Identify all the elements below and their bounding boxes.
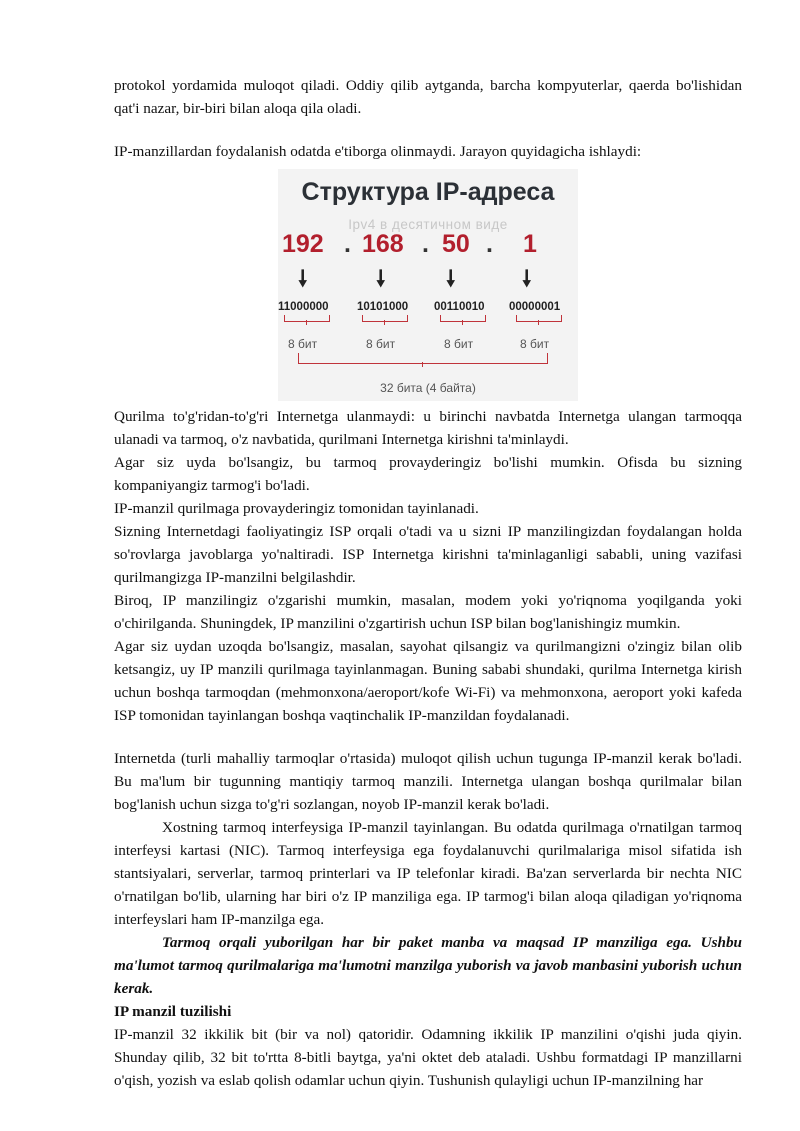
arrow-down-icon: 🠗	[522, 266, 532, 291]
octet-bracket	[516, 315, 562, 322]
emphasis-paragraph: Tarmoq orqali yuborilgan har bir paket manba va maqsad IP manziliga ega. Ushbu ma'lumot tarmoq qurilmalariga ma'lumotni manzilga yuborish va javob manbasini yuborish uchun kerak.	[114, 934, 742, 997]
bits-label: 8 бит	[366, 337, 396, 351]
paragraph: IP-manzil qurilmaga provayderingiz tomonidan tayinlanadi.	[114, 500, 479, 517]
figure-subtitle: Ipv4 в десятичном виде	[348, 217, 508, 232]
paragraph: Xostning tarmoq interfeysiga IP-manzil tayinlangan. Bu odatda qurilmaga o'rnatilgan tarmoq interfeysi kartasi (NIC). Tarmoq interfeysiga ega foydalanuvchi qurilmalariga misol sifatida ish stantsiyalari, serverlar, tarmoq printerlari va IP telefonlar kiradi. Ba'zan serverlarda bir nechta NIC o'rnatilgan bo'lib, ularning har biri o'z IP manziliga ega. IP tarmog'i bilan aloqa qiladigan yo'riqnoma interfeyslari ham IP-manzilga ega.	[114, 819, 742, 928]
bracket-tick	[306, 320, 307, 325]
octet-bracket	[362, 315, 408, 322]
bracket-tick	[422, 362, 423, 367]
binary-octet-1: 11000000	[278, 301, 329, 313]
bits-label: 8 бит	[520, 337, 550, 351]
octet-2: 168	[362, 230, 404, 258]
bracket-tick	[384, 320, 385, 325]
binary-octet-2: 10101000	[357, 301, 409, 313]
section-heading: IP manzil tuzilishi	[114, 1003, 232, 1020]
paragraph: protokol yordamida muloqot qiladi. Oddiy qilib aytganda, barcha kompyuterlar, qaerda bo'lishidan qat'i nazar, bir-biri bilan aloqa qila oladi.	[114, 77, 742, 117]
octet-1: 192	[282, 230, 324, 258]
octet-separator: .	[486, 230, 493, 258]
total-bits-label: 32 бита (4 байта)	[380, 381, 476, 395]
arrow-down-icon: 🠗	[376, 266, 386, 291]
octet-separator: .	[344, 230, 351, 258]
paragraph: Qurilma to'g'ridan-to'g'ri Internetga ulanmaydi: u birinchi navbatda Internetga ulangan tarmoqqa ulanadi va tarmoq, o'z navbatida, qurilmani Internetga kirishni ta'minlaydi.	[114, 408, 742, 448]
total-bracket	[298, 353, 548, 364]
octet-bracket	[440, 315, 486, 322]
octet-bracket	[284, 315, 330, 322]
binary-octet-3: 00110010	[434, 301, 485, 313]
figure-title: Структура IP-адреса	[301, 178, 555, 206]
bits-label: 8 бит	[444, 337, 474, 351]
paragraph: Agar siz uyda bo'lsangiz, bu tarmoq provayderingiz bo'lishi mumkin. Ofisda bu sizning kompaniyangiz tarmog'i bo'ladi.	[114, 454, 742, 494]
binary-octet-4: 00000001	[509, 301, 561, 313]
octet-3: 50	[442, 230, 470, 258]
paragraph: IP-manzillardan foydalanish odatda e'tiborga olinmaydi. Jarayon quyidagicha ishlaydi:	[114, 143, 642, 160]
arrow-down-icon: 🠗	[446, 266, 456, 291]
paragraph: Internetda (turli mahalliy tarmoqlar o'rtasida) muloqot qilish uchun tugunga IP-manzil kerak bo'ladi. Bu ma'lum bir tugunning mantiqiy tarmoq manzili. Internetga ulangan boshqa qurilmalar bilan bog'lanish uchun sizga to'g'ri sozlangan, noyob IP-manzil kerak bo'ladi.	[114, 750, 742, 813]
bits-label: 8 бит	[288, 337, 318, 351]
paragraph: IP-manzil 32 ikkilik bit (bir va nol) qatoridir. Odamning ikkilik IP manzilini o'qishi juda qiyin. Shunday qilib, 32 bit to'rtta 8-bitli baytga, ya'ni oktet deb ataladi. Ushbu formatdagi IP manzillarni o'qish, yozish va eslab qolish odamlar uchun qiyin. Tushunish qulayligi uchun IP-manzilning har	[114, 1026, 742, 1089]
paragraph: Sizning Internetdagi faoliyatingiz ISP orqali o'tadi va u sizni IP manzilingizdan foydalangan holda so'rovlarga javoblarga yo'naltiradi. ISP Internetga kirishni ta'minlaganligi sababli, uning vazifasi qurilmangizga IP-manzilni belgilashdir.	[114, 523, 742, 586]
bracket-tick	[538, 320, 539, 325]
bracket-tick	[462, 320, 463, 325]
octet-separator: .	[422, 230, 429, 258]
paragraph: Biroq, IP manzilingiz o'zgarishi mumkin, masalan, modem yoki yo'riqnoma yoqilganda yoki o'chirilganda. Shuningdek, IP manzilini o'zgartirish uchun ISP bilan bog'lanishingiz mumkin.	[114, 592, 742, 632]
octet-4: 1	[523, 230, 537, 258]
ip-structure-figure	[278, 169, 578, 401]
page-body	[114, 74, 742, 1092]
arrow-down-icon: 🠗	[298, 266, 308, 291]
paragraph: Agar siz uydan uzoqda bo'lsangiz, masalan, sayohat qilsangiz va qurilmangizni o'zingiz bilan olib ketsangiz, uy IP manzili qurilmaga tayinlanmagan. Buning sababi shundaki, qurilma Internetga kirish uchun boshqa tarmoqdan (mehmonxona/aeroport/kofe Wi-Fi) va mehmonxona, aeroport yoki kafeda ISP tomonidan tayinlangan boshqa vaqtinchalik IP-manzildan foydalanadi.	[114, 638, 742, 724]
